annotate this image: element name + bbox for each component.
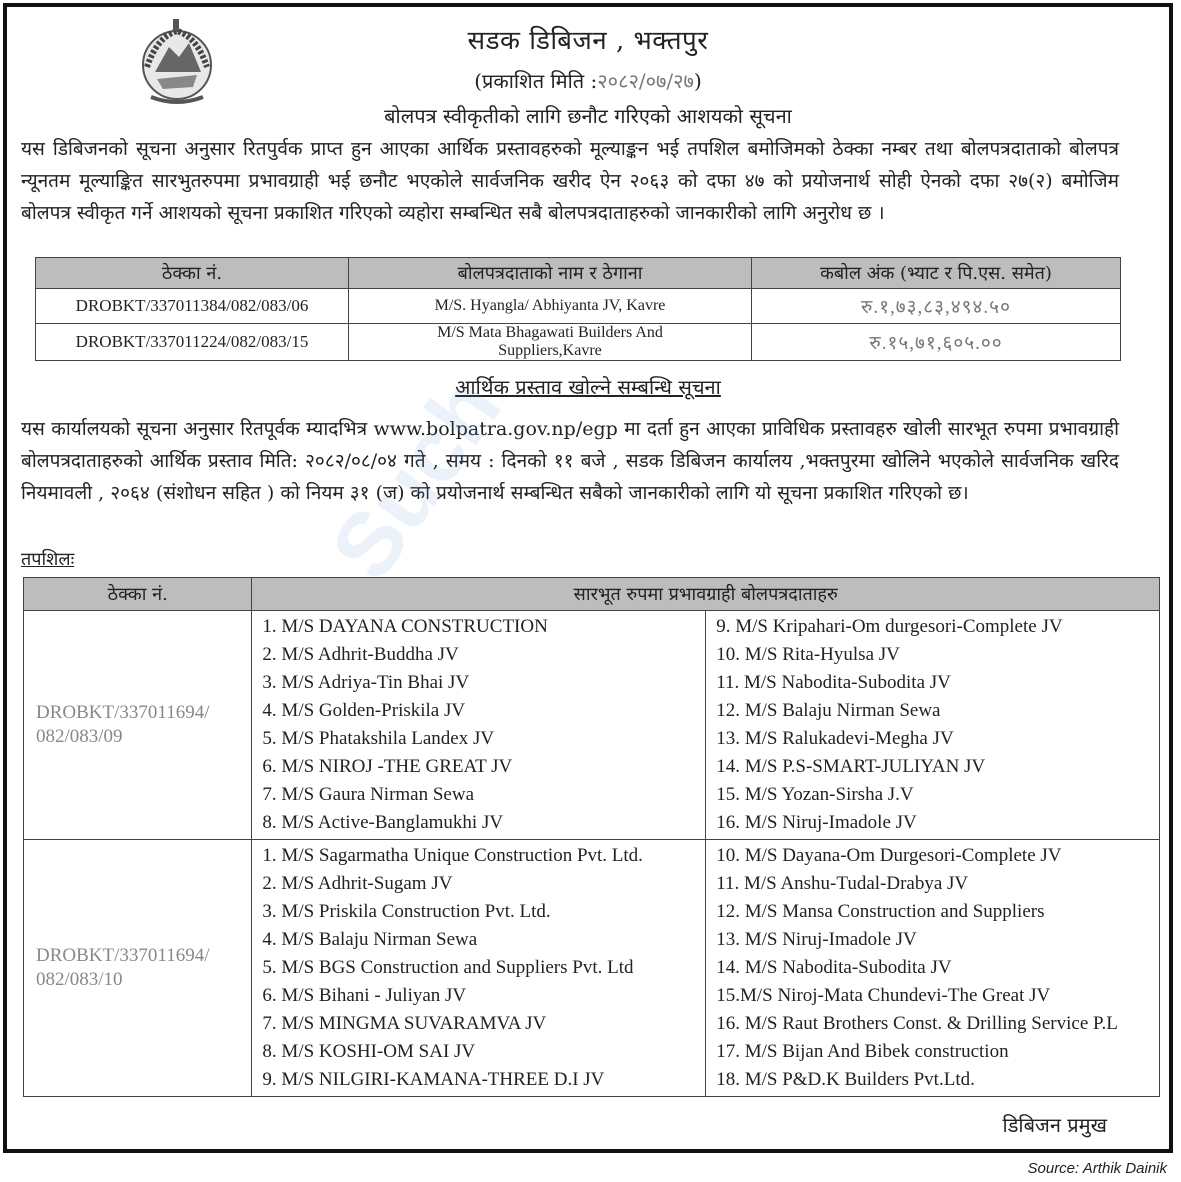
list-item: 6. M/S NIROJ -THE GREAT JV bbox=[262, 756, 513, 777]
list-item: 13. M/S Ralukadevi-Megha JV bbox=[716, 728, 954, 749]
list-item: 16. M/S Raut Brothers Const. & Drilling Service P.L bbox=[716, 1013, 1118, 1034]
list-item: 6. M/S Bihani - Juliyan JV bbox=[262, 985, 467, 1006]
contract-no: DROBKT/337011224/082/083/15 bbox=[36, 324, 349, 361]
list-item: 7. M/S MINGMA SUVARAMVA JV bbox=[262, 1013, 547, 1034]
source-credit: Source: Arthik Dainik bbox=[1027, 1160, 1167, 1177]
list-item: 13. M/S Niruj-Imadole JV bbox=[716, 929, 917, 950]
list-item: 11. M/S Anshu-Tudal-Drabya JV bbox=[716, 873, 969, 894]
list-item: 17. M/S Bijan And Bibek construction bbox=[716, 1041, 1009, 1062]
intro-paragraph: यस डिबिजनको सूचना अनुसार रितपुर्वक प्राप्त हुन आएका आर्थिक प्रस्तावहरुको मूल्याङ्कन भई तपशिल बमोजिमको ठेक्का नम्बर तथा बोलपत्रदाताको बोलपत्र न्यूनतम मूल्याङ्कित सारभुतरुपमा प्रभावग्राही भई छनौट भएकोले सार्वजनिक खरीद ऐन २०६३ को दफा ४७ को प्रयोजनार्थ सोही ऐनको दफा २७(२) बमोजिम बोलपत्र स्वीकृत गर्ने आशयको सूचना प्रकाशित गरिएको व्यहोरा सम्बन्धित सबै बोलपत्रदाताहरुको जानकारीको लागि अनुरोध छ । bbox=[21, 138, 1119, 224]
published-close: ) bbox=[693, 69, 702, 93]
list-item: 5. M/S BGS Construction and Suppliers Pvt. Ltd bbox=[262, 957, 634, 978]
header-contract-no: ठेक्का नं. bbox=[36, 258, 349, 289]
list-item: 8. M/S KOSHI-OM SAI JV bbox=[262, 1041, 476, 1062]
list-item: 1. M/S DAYANA CONSTRUCTION bbox=[262, 616, 548, 637]
award-table bbox=[35, 257, 1121, 361]
list-item: 12. M/S Mansa Construction and Suppliers bbox=[716, 901, 1045, 922]
list-item: 3. M/S Priskila Construction Pvt. Ltd. bbox=[262, 901, 551, 922]
watermark: Such bbox=[312, 359, 521, 598]
list-item: 2. M/S Adhrit-Sugam JV bbox=[262, 873, 453, 894]
bidder-list-col2 bbox=[706, 611, 1160, 840]
published-label: (प्रकाशित मिति : bbox=[474, 69, 598, 93]
bidder-name: M/S Mata Bhagawati Builders And Suppliers,Kavre bbox=[349, 324, 752, 361]
contract-no-line1: DROBKT/337011694/ bbox=[36, 702, 210, 723]
list-item: 8. M/S Active-Banglamukhi JV bbox=[262, 812, 504, 833]
contract-no bbox=[24, 840, 252, 1097]
list-item: 15.M/S Niroj-Mata Chundevi-The Great JV bbox=[716, 985, 1051, 1006]
list-item: 5. M/S Phatakshila Landex JV bbox=[262, 728, 495, 749]
section2-paragraph: यस कार्यालयको सूचना अनुसार रितपूर्वक म्यादभित्र www.bolpatra.gov.np/egp मा दर्ता हुन आएका प्राविधिक प्रस्तावहरु खोली सारभूत रुपमा प्रभावग्राही बोलपत्रदाताहरुको आर्थिक प्रस्ताव मिति: २०८२/०८/०४ गते , समय : दिनको ११ बजे , सडक डिबिजन कार्यालय ,भक्तपुरमा खोलिने भएकोले सार्वजनिक खरिद नियमावली , २०६४ (संशोधन सहित ) को नियम ३१ (ज) को प्रयोजनार्थ सम्बन्धित सबैको जानकारीको लागि यो सूचना प्रकाशित गरिएको छ। bbox=[21, 418, 1119, 504]
header-bidder-name: बोलपत्रदाताको नाम र ठेगाना bbox=[349, 258, 752, 289]
schedule-label: तपशिलः bbox=[21, 549, 75, 570]
list-item: 9. M/S Kripahari-Om durgesori-Complete JV bbox=[716, 616, 1063, 637]
list-item: 1. M/S Sagarmatha Unique Construction Pvt. Ltd. bbox=[262, 845, 643, 866]
list-item: 7. M/S Gaura Nirman Sewa bbox=[262, 784, 475, 805]
list-item: 16. M/S Niruj-Imadole JV bbox=[716, 812, 917, 833]
responsive-bidders-table bbox=[23, 577, 1160, 1097]
contract-no-line2: 082/083/10 bbox=[36, 969, 123, 990]
bidder-list-col2 bbox=[706, 840, 1160, 1097]
list-item: 10. M/S Dayana-Om Durgesori-Complete JV bbox=[716, 845, 1062, 866]
table-row bbox=[24, 611, 1160, 840]
notice-frame bbox=[3, 3, 1173, 1153]
table-row bbox=[24, 840, 1160, 1097]
contract-no bbox=[24, 611, 252, 840]
responsive-table-header bbox=[24, 578, 1160, 611]
list-item: 4. M/S Golden-Priskila JV bbox=[262, 700, 466, 721]
section2-title: आर्थिक प्रस्ताव खोल्ने सम्बन्धि सूचना bbox=[455, 375, 721, 399]
list-item: 12. M/S Balaju Nirman Sewa bbox=[716, 700, 941, 721]
list-item: 4. M/S Balaju Nirman Sewa bbox=[262, 929, 478, 950]
contract-no-line2: 082/083/09 bbox=[36, 726, 123, 747]
award-table-header bbox=[36, 258, 1121, 289]
bid-amount: रु.१,७३,८३,४९४.५० bbox=[752, 289, 1121, 324]
contract-no-line1: DROBKT/337011694/ bbox=[36, 945, 210, 966]
table-row bbox=[36, 324, 1121, 361]
bidder-list-col1 bbox=[252, 611, 706, 840]
list-item: 11. M/S Nabodita-Subodita JV bbox=[716, 672, 951, 693]
list-item: 14. M/S Nabodita-Subodita JV bbox=[716, 957, 952, 978]
bid-amount: रु.१५,७१,६०५.०० bbox=[752, 324, 1121, 361]
list-item: 10. M/S Rita-Hyulsa JV bbox=[716, 644, 900, 665]
notice-title: बोलपत्र स्वीकृतीको लागि छनौट गरिएको आशयको सूचना bbox=[384, 104, 792, 128]
list-item: 18. M/S P&D.K Builders Pvt.Ltd. bbox=[716, 1069, 975, 1090]
header-responsive-bidders: सारभूत रुपमा प्रभावग्राही बोलपत्रदाताहरु bbox=[252, 578, 1160, 611]
published-date bbox=[7, 67, 1169, 94]
header-bid-amount: कबोल अंक (भ्याट र पि.एस. समेत) bbox=[752, 258, 1121, 289]
bidder-name: M/S. Hyangla/ Abhiyanta JV, Kavre bbox=[349, 289, 752, 324]
bidder-list-col1 bbox=[252, 840, 706, 1097]
signature-designation: डिबिजन प्रमुख bbox=[1002, 1113, 1107, 1137]
published-date-value: २०८२/०७/२७ bbox=[597, 69, 694, 93]
list-item: 2. M/S Adhrit-Buddha JV bbox=[262, 644, 459, 665]
list-item: 9. M/S NILGIRI-KAMANA-THREE D.I JV bbox=[262, 1069, 605, 1090]
list-item: 15. M/S Yozan-Sirsha J.V bbox=[716, 784, 914, 805]
list-item: 14. M/S P.S-SMART-JULIYAN JV bbox=[716, 756, 986, 777]
list-item: 3. M/S Adriya-Tin Bhai JV bbox=[262, 672, 470, 693]
office-title: सडक डिबिजन , भक्तपुर bbox=[467, 26, 709, 56]
table-row bbox=[36, 289, 1121, 324]
header-contract-no: ठेक्का नं. bbox=[24, 578, 252, 611]
contract-no: DROBKT/337011384/082/083/06 bbox=[36, 289, 349, 324]
